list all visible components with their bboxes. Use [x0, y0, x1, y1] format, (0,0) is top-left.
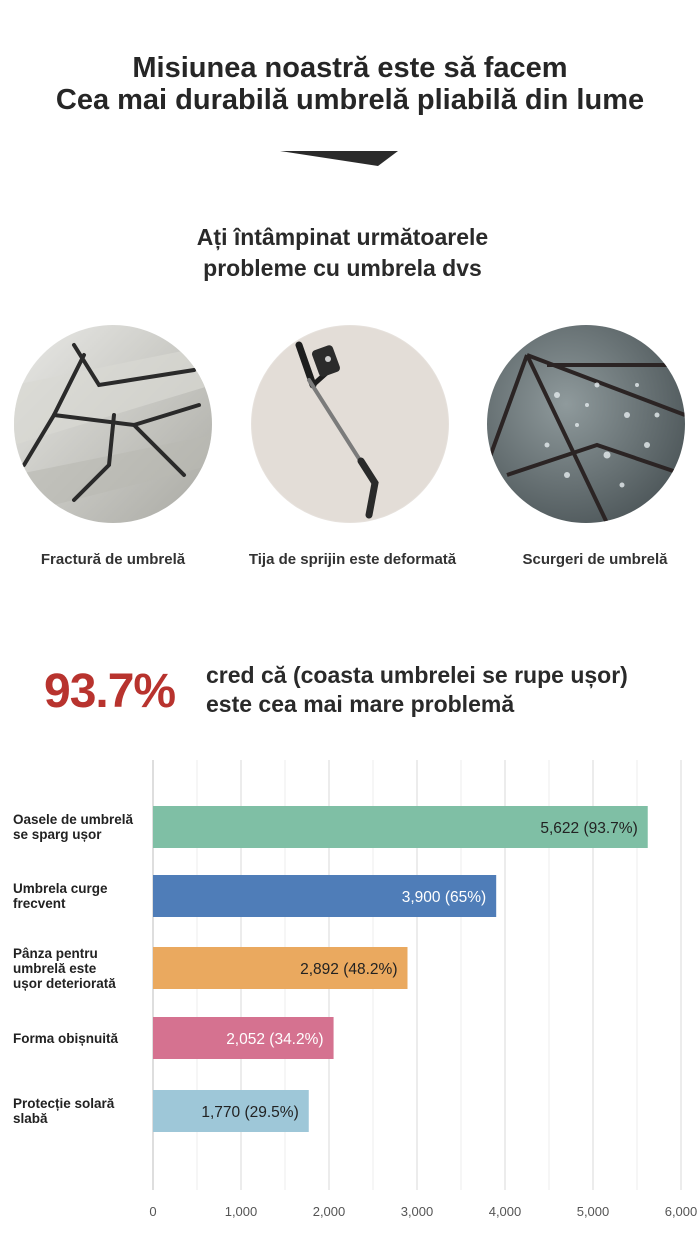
- category-label-line: Forma obișnuită: [13, 1030, 119, 1046]
- question-line-2: probleme cu umbrela dvs: [203, 255, 482, 281]
- category-label: [13, 812, 153, 842]
- x-tick-label: 2,000: [312, 1204, 346, 1219]
- category-label-line: Protecție solară: [13, 1096, 115, 1111]
- category-label-line: se sparg ușor: [13, 827, 102, 842]
- bar-data-label: 2,892 (48.2%): [300, 961, 398, 978]
- mission-title: [0, 52, 700, 116]
- deformed-rod-photo: [251, 325, 449, 523]
- category-label: [13, 1031, 153, 1046]
- category-label-line: umbrelă este: [13, 960, 97, 976]
- category-label-line: Umbrela curge: [13, 881, 108, 896]
- caption-leak: Scurgeri de umbrelă: [522, 551, 668, 568]
- caption-fracture: Fractură de umbrelă: [40, 551, 186, 568]
- highlight-text: [206, 661, 628, 719]
- x-tick-label: 3,000: [400, 1204, 434, 1219]
- category-label-line: Pânza pentru: [13, 945, 98, 961]
- x-tick-label: 1,000: [224, 1204, 258, 1219]
- bar-data-label: 5,622 (93.7%): [540, 820, 638, 837]
- category-label-line: slabă: [13, 1111, 48, 1126]
- category-label: [13, 881, 153, 911]
- x-tick-label: 6,000: [664, 1204, 698, 1219]
- caption-deformed-rod: Tija de sprijin este deformată: [248, 551, 457, 568]
- broken-umbrella-photo: [14, 325, 212, 523]
- category-label: [13, 946, 153, 991]
- bar-data-label: 2,052 (34.2%): [226, 1031, 324, 1048]
- x-tick-label: 4,000: [488, 1204, 522, 1219]
- mission-line-2: Cea mai durabilă umbrelă pliabilă din lume: [55, 84, 645, 116]
- category-label: [13, 1096, 153, 1126]
- question-line-1: Ați întâmpinat următoarele: [196, 224, 489, 250]
- highlight-line-1: cred că (coasta umbrelei se rupe ușor): [206, 662, 628, 688]
- category-label-line: Oasele de umbrelă: [13, 812, 134, 827]
- x-tick-label: 5,000: [576, 1204, 610, 1219]
- mission-line-1: Misiunea noastră este să facem: [132, 52, 568, 84]
- bar-data-label: 1,770 (29.5%): [201, 1104, 299, 1121]
- highlight-line-2: este cea mai mare problemă: [206, 691, 515, 717]
- leaking-umbrella-photo: [487, 325, 685, 523]
- bar-data-label: 3,900 (65%): [401, 889, 487, 906]
- divider-wedge: [280, 150, 400, 166]
- x-tick-label: 0: [149, 1204, 157, 1219]
- problems-question: [0, 222, 685, 284]
- category-label-line: frecvent: [13, 896, 66, 911]
- highlight-percent: 93.7%: [44, 665, 176, 718]
- category-label-line: ușor deteriorată: [13, 975, 116, 991]
